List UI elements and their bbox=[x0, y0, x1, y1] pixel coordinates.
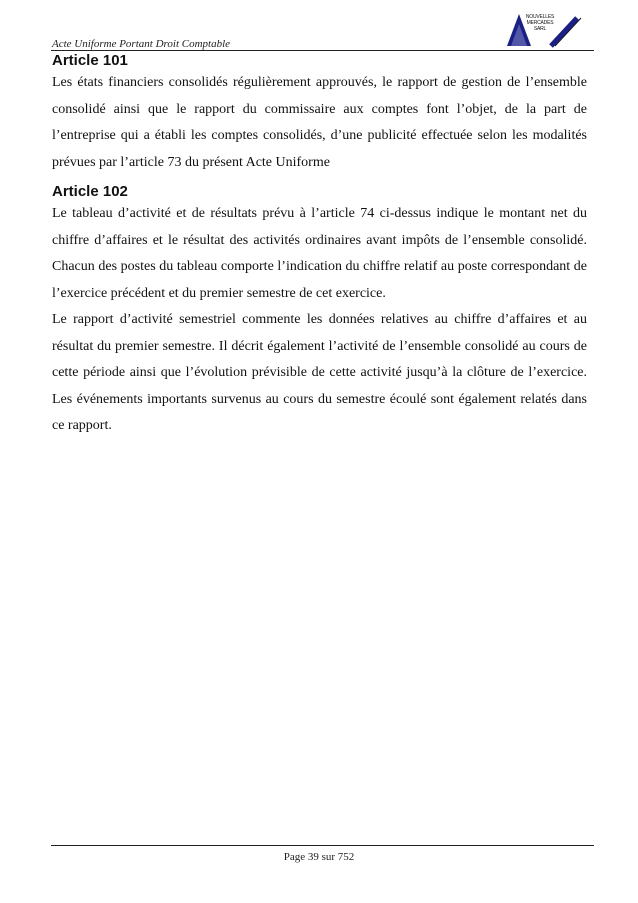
logo-line: SARL bbox=[533, 26, 547, 32]
article-heading: Article 102 bbox=[52, 183, 128, 200]
article-heading: Article 101 bbox=[52, 52, 128, 69]
footer-divider bbox=[51, 845, 594, 846]
logo-line: NOUVELLES bbox=[525, 14, 555, 20]
logo-wordmark bbox=[518, 14, 562, 32]
article-paragraph: Le tableau d’activité et de résultats prévu à l’article 74 ci-dessus indique le montant net du chiffre d’affaires et le résultat des activités ordinaires avant impôts de l’ensemble consolidé. Chacun des postes du tableau comporte l’indication du chiffre relatif au poste correspondant de l’exercice précédent et du premier semestre de cet exercice. bbox=[52, 206, 587, 301]
page-number: Page 39 sur 752 bbox=[283, 851, 355, 863]
article-101 bbox=[52, 52, 587, 176]
article-102 bbox=[52, 183, 587, 440]
logo-line: MERCADES bbox=[526, 20, 554, 26]
header-divider bbox=[51, 50, 594, 51]
document-header-title: Acte Uniforme Portant Droit Comptable bbox=[52, 38, 231, 50]
article-paragraph: Les états financiers consolidés régulièrement approuvés, le rapport de gestion de l’ensemble consolidé ainsi que le rapport du commissaire aux comptes font l’objet, de la part de l’entreprise qui a établi les comptes consolidés, d’une publicité effectuée selon les modalités prévues par l’article 73 du présent Acte Uniforme bbox=[52, 75, 587, 170]
article-paragraph: Le rapport d’activité semestriel commente les données relatives au chiffre d’affaires et au résultat du premier semestre. Il décrit également l’activité de l’ensemble consolidé au cours de cette période ainsi que l’évolution prévisible de cette activité jusqu’à la clôture de l’exercice. Les événements importants survenus au cours du semestre écoulé sont également relatés dans ce rapport. bbox=[52, 312, 587, 433]
document-body bbox=[52, 52, 587, 440]
